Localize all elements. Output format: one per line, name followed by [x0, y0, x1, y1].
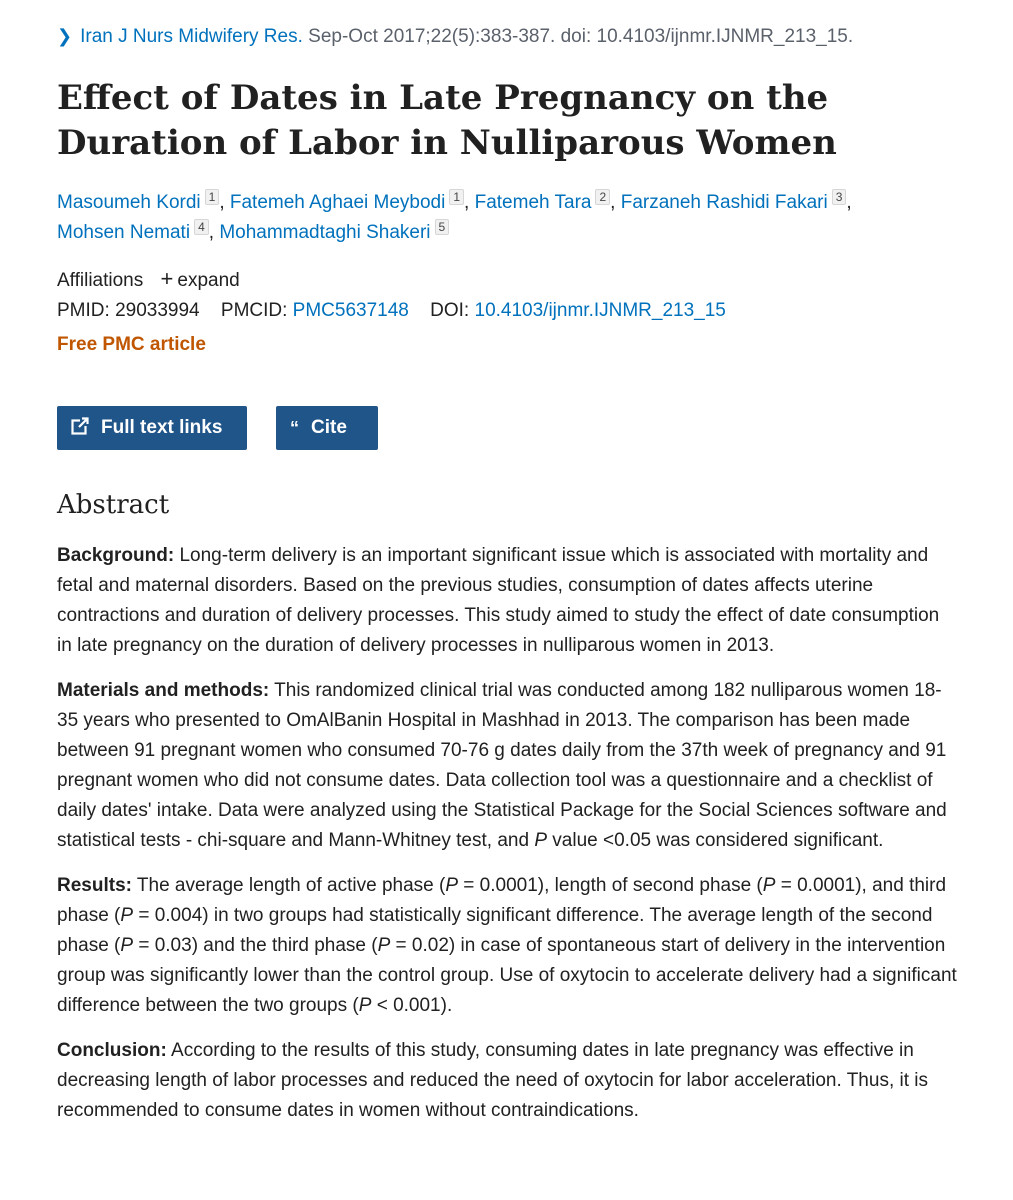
- external-link-icon: [71, 417, 89, 440]
- citation-details: Sep-Oct 2017;22(5):383-387. doi: 10.4103/ijnmr.IJNMR_213_15.: [308, 26, 854, 47]
- author-link[interactable]: Farzaneh Rashidi Fakari: [620, 192, 828, 213]
- citation-line: [57, 26, 853, 48]
- author-link[interactable]: Mohammadtaghi Shakeri: [219, 222, 431, 243]
- affiliations-label: Affiliations: [57, 270, 144, 291]
- abstract-results: Results: The average length of active phase (P = 0.0001), length of second phase (P = 0.0001), and third phase (P = 0.004) in two groups had statistically significant difference. The average length of the second phase (P = 0.03) and the third phase (P = 0.02) in case of spontaneous start of delivery in the intervention group was significantly lower than the control group. Use of oxytocin to accelerate delivery had a significant difference between the two groups (P < 0.001).: [57, 875, 957, 1016]
- author-link[interactable]: Masoumeh Kordi: [57, 192, 201, 213]
- identifiers-row: [57, 300, 726, 322]
- pmid-label: PMID:: [57, 300, 110, 321]
- affiliation-marker[interactable]: 3: [832, 189, 847, 205]
- cite-button[interactable]: [276, 406, 378, 450]
- affiliation-marker[interactable]: 5: [435, 219, 450, 235]
- pmid-value: 29033994: [115, 300, 200, 321]
- full-text-links-button[interactable]: [57, 406, 247, 450]
- author-link[interactable]: Fatemeh Tara: [474, 192, 592, 213]
- abstract-heading: Abstract: [57, 490, 170, 520]
- article-title: Effect of Dates in Late Pregnancy on the Duration of Labor in Nulliparous Women: [57, 78, 837, 163]
- journal-link[interactable]: Iran J Nurs Midwifery Res.: [80, 26, 303, 47]
- free-pmc-article-badge: Free PMC article: [57, 334, 206, 355]
- abstract-conclusion: Conclusion: According to the results of this study, consuming dates in late pregnancy was effective in decreasing length of labor processes and reduced the need of oxytocin for labor acceleration. Thus, it is recommended to consume dates in women without contraindications.: [57, 1040, 929, 1121]
- pmcid-link[interactable]: PMC5637148: [292, 300, 409, 321]
- abstract-methods: Materials and methods: This randomized clinical trial was conducted among 182 nulliparous women 18-35 years who presented to OmAlBanin Hospital in Mashhad in 2013. The comparison has been made between 91 pregnant women who consumed 70-76 g dates daily from the 37th week of pregnancy and 91 pregnant women who did not consume dates. Data collection tool was a questionnaire and a checklist of daily dates' intake. Data were analyzed using the Statistical Package for the Social Sciences software and statistical tests - chi-square and Mann-Whitney test, and P value <0.05 was considered significant.: [57, 680, 947, 851]
- expand-label: expand: [177, 270, 240, 291]
- abstract-background: Background: Long-term delivery is an important significant issue which is associated with mortality and fetal and maternal disorders. Based on the previous studies, consumption of dates affects uterine contractions and duration of delivery processes. This study aimed to study the effect of date consumption in late pregnancy on the duration of delivery processes in nulliparous women in 2013.: [57, 545, 940, 656]
- pmcid-label: PMCID:: [220, 300, 288, 321]
- affiliation-marker[interactable]: 4: [194, 219, 209, 235]
- expand-affiliations-button[interactable]: [160, 266, 240, 291]
- author-list: Masoumeh Kordi $^1$ , Fatemeh Aghaei Meybodi $^1$ , Fatemeh Tara $^2$ , Farzaneh Rashidi Fakari $^3$ , Mohsen Nemati $^4$ , Mohammadtaghi Shakeri $^5$: [57, 190, 852, 243]
- doi-link[interactable]: 10.4103/ijnmr.IJNMR_213_15: [474, 300, 726, 321]
- author-link[interactable]: Fatemeh Aghaei Meybodi: [229, 192, 446, 213]
- abstract-body: [57, 541, 959, 1141]
- cite-label: Cite: [311, 417, 347, 438]
- affiliation-marker[interactable]: 1: [205, 189, 220, 205]
- doi-label: DOI:: [430, 300, 470, 321]
- chevron-right-icon[interactable]: ❯: [57, 26, 73, 46]
- plus-icon: +: [160, 266, 174, 291]
- full-text-links-label: Full text links: [101, 417, 223, 438]
- affiliation-marker[interactable]: 2: [595, 189, 610, 205]
- affiliation-marker[interactable]: 1: [449, 189, 464, 205]
- quote-icon: “: [290, 417, 299, 438]
- affiliations-row: [57, 266, 240, 292]
- author-link[interactable]: Mohsen Nemati: [57, 222, 191, 243]
